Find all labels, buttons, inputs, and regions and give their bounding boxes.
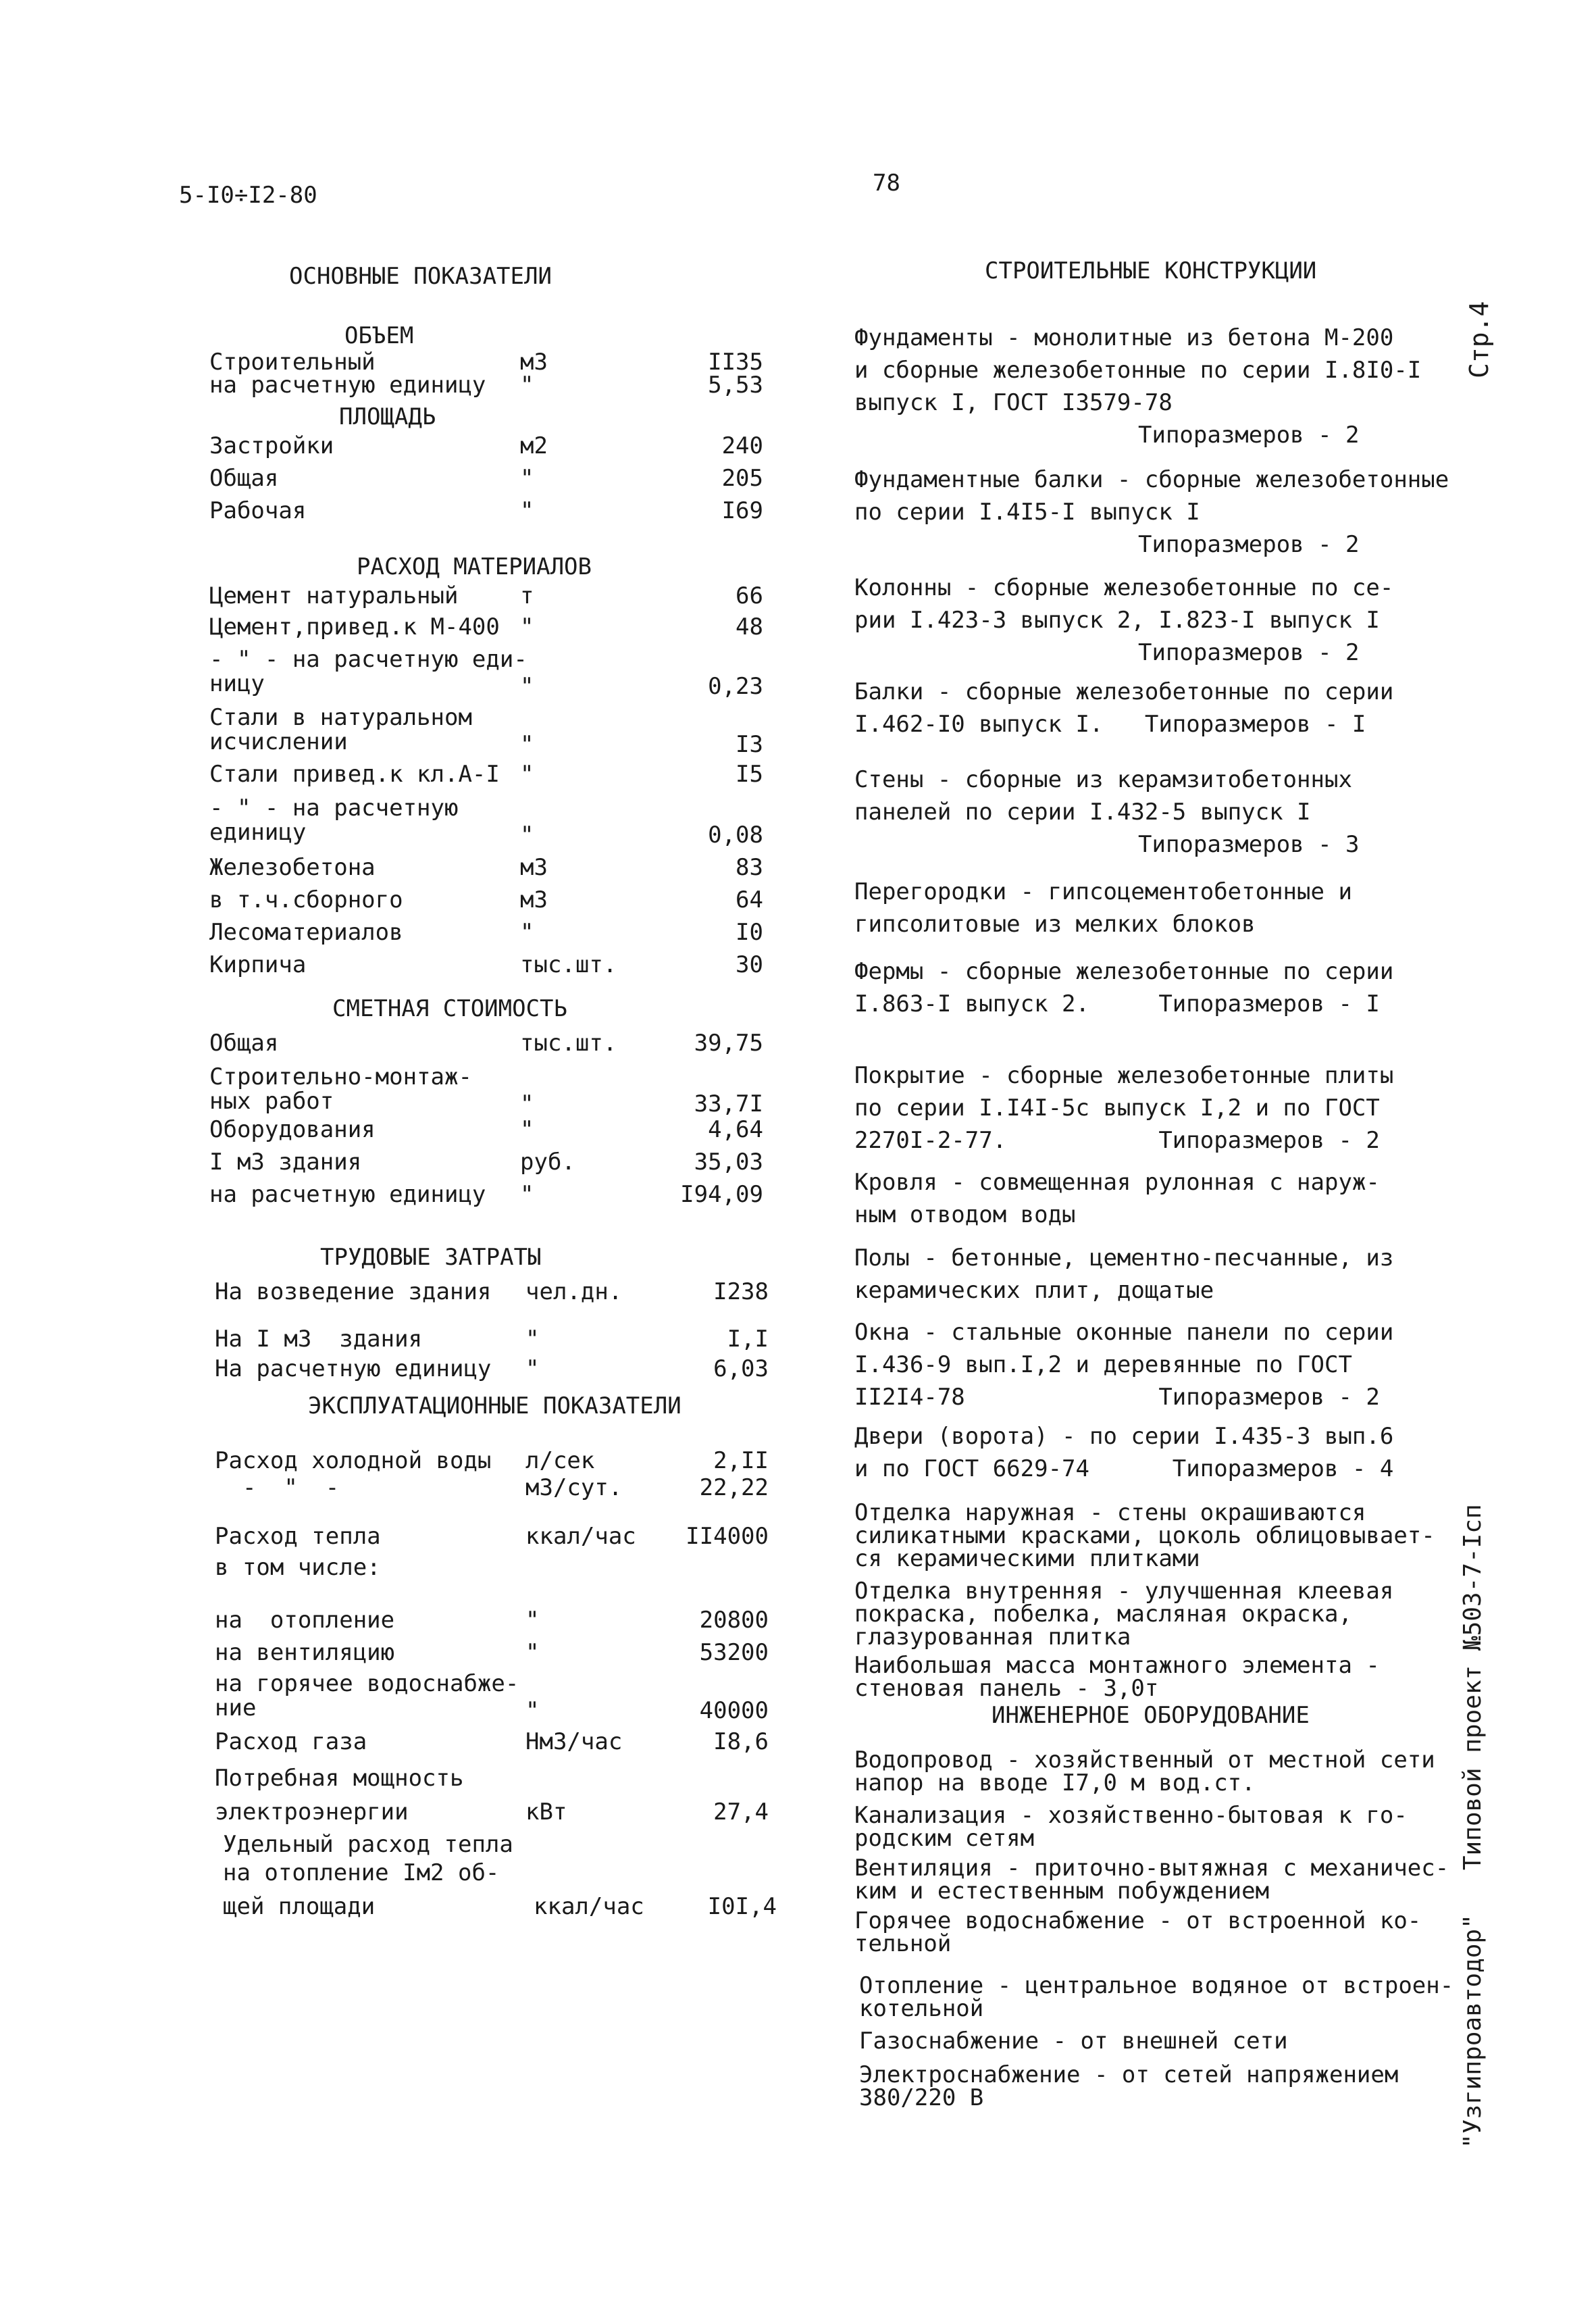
area-heading: ПЛОЩАДЬ xyxy=(339,403,436,430)
row-value: 205 xyxy=(721,465,763,492)
row-name: щей площади xyxy=(223,1893,376,1920)
table-row xyxy=(209,370,763,400)
row-name: Удельный расход тепла xyxy=(223,1831,513,1858)
item-line: Балки - сборные железобетонные по серии xyxy=(854,678,1394,705)
item-line: Отделка внутренняя - улучшенная клеевая xyxy=(854,1578,1394,1605)
list-item xyxy=(854,1746,1449,1796)
item-line: Электроснабжение - от сетей напряжением xyxy=(859,2061,1399,2088)
row-value: I238 xyxy=(713,1278,769,1305)
row-name: на отопление Iм2 об- xyxy=(223,1859,500,1886)
table-row xyxy=(209,705,763,759)
row-value: I8,6 xyxy=(713,1728,769,1755)
item-typesizes: Типоразмеров - 2 xyxy=(1138,422,1360,449)
item-line: котельной xyxy=(859,1995,984,2022)
item-typesizes: Типоразмеров - 2 xyxy=(1138,639,1360,666)
structures-title: СТРОИТЕЛЬНЫЕ КОНСТРУКЦИИ xyxy=(985,257,1317,284)
row-name: Строительно-монтаж- ных работ xyxy=(209,1063,472,1115)
table-row xyxy=(223,1892,777,1921)
item-line: Стены - сборные из керамзитобетонных xyxy=(854,766,1352,793)
row-name: в т.ч.сборного xyxy=(209,886,403,913)
table-row xyxy=(209,853,763,882)
row-name: - " - на расчетную единицу xyxy=(209,795,459,846)
row-name: Лесоматериалов xyxy=(209,919,403,946)
row-name: на вентиляцию xyxy=(215,1639,395,1666)
table-row xyxy=(209,581,763,611)
table-row xyxy=(215,1521,769,1551)
row-unit: " xyxy=(520,1181,534,1208)
row-name: Железобетона xyxy=(209,854,376,881)
table-row xyxy=(209,431,763,461)
row-unit: " xyxy=(520,673,534,700)
item-line: ным отводом воды xyxy=(854,1201,1076,1228)
item-line: Двери (ворота) - по серии I.435-3 вып.6 xyxy=(854,1423,1394,1450)
item-line: гипсолитовые из мелких блоков xyxy=(854,911,1256,938)
list-item xyxy=(854,955,1449,1020)
item-line: I.863-I выпуск 2. Типоразмеров - I xyxy=(854,990,1380,1017)
item-line: Окна - стальные оконные панели по серии xyxy=(854,1319,1394,1346)
table-row xyxy=(215,1763,769,1793)
item-line: Перегородки - гипсоцементобетонные и xyxy=(854,878,1352,905)
item-line: панелей по серии I.432-5 выпуск I xyxy=(854,799,1311,826)
volume-heading: ОБЪЕМ xyxy=(344,322,414,349)
row-value: I69 xyxy=(721,497,763,524)
row-unit: м3 xyxy=(520,886,548,913)
row-unit: т xyxy=(520,582,534,609)
list-item xyxy=(854,1316,1449,1413)
row-unit: " xyxy=(520,919,534,946)
table-row xyxy=(215,1797,769,1827)
row-value: 5,53 xyxy=(708,372,763,399)
row-unit: чел.дн. xyxy=(525,1278,623,1305)
item-line: Кровля - совмещенная рулонная с наруж- xyxy=(854,1169,1380,1196)
row-value: 66 xyxy=(736,582,763,609)
row-value: 0,23 xyxy=(708,673,763,700)
row-value: 39,75 xyxy=(694,1030,763,1057)
row-name: Общая xyxy=(209,1030,279,1057)
row-unit: кВт xyxy=(525,1799,567,1826)
list-item xyxy=(854,676,1449,740)
row-name: Расход холодной воды xyxy=(215,1447,492,1474)
row-value: 40000 xyxy=(699,1697,769,1724)
list-item xyxy=(854,1501,1449,1570)
item-line: Фундаментные балки - сборные железобетонные xyxy=(854,466,1449,493)
row-value: I0 xyxy=(736,919,763,946)
row-name: на горячее водоснабже- ние xyxy=(215,1670,519,1721)
item-line: Фундаменты - монолитные из бетона М-200 xyxy=(854,324,1394,351)
row-unit: м3 xyxy=(520,854,548,881)
table-row xyxy=(215,1638,769,1667)
table-row xyxy=(209,647,763,701)
row-name: Застройки xyxy=(209,432,334,459)
item-line: Газоснабжение - от внешней сети xyxy=(859,2028,1288,2055)
item-line: I.436-9 вып.I,2 и деревянные по ГОСТ xyxy=(854,1351,1352,1378)
item-line: и сборные железобетонные по серии I.8I0-I xyxy=(854,357,1422,384)
list-item xyxy=(854,1059,1449,1157)
item-line: напор на вводе I7,0 м вод.ст. xyxy=(854,1769,1256,1796)
row-value: II4000 xyxy=(686,1523,769,1550)
list-item xyxy=(859,1974,1453,2020)
row-name: на отопление xyxy=(215,1607,395,1634)
row-name: Цемент натуральный xyxy=(209,582,459,609)
project-label-vertical: "Узгипроавтодор" Типовой проект №503-7-Iсп xyxy=(1459,1504,1487,2148)
item-typesizes: Типоразмеров - 2 xyxy=(1138,531,1360,558)
list-item xyxy=(854,763,1449,861)
row-unit: " xyxy=(525,1355,540,1382)
row-value: 48 xyxy=(736,613,763,640)
table-row xyxy=(215,1277,769,1307)
table-row xyxy=(209,759,763,789)
item-line: по серии I.I4I-5с выпуск I,2 и по ГОСТ xyxy=(854,1095,1380,1122)
row-value: 27,4 xyxy=(713,1799,769,1826)
row-value: 33,7I xyxy=(694,1090,763,1117)
item-line: покраска, побелка, масляная окраска, xyxy=(854,1601,1352,1628)
table-row xyxy=(209,463,763,493)
row-name: I м3 здания xyxy=(209,1149,362,1176)
row-value: 6,03 xyxy=(713,1355,769,1382)
table-row xyxy=(215,1553,769,1582)
item-line: тельной xyxy=(854,1930,952,1957)
list-item xyxy=(854,1242,1449,1307)
item-typesizes: Типоразмеров - 3 xyxy=(1138,831,1360,858)
equipment-heading: ИНЖЕНЕРНОЕ ОБОРУДОВАНИЕ xyxy=(992,1702,1310,1729)
operation-heading: ЭКСПЛУАТАЦИОННЫЕ ПОКАЗАТЕЛИ xyxy=(308,1392,681,1419)
row-value: I,I xyxy=(727,1326,769,1353)
page-number: 78 xyxy=(873,170,900,197)
row-unit: " xyxy=(520,1090,534,1117)
row-name: На I м3 здания xyxy=(215,1326,423,1353)
row-value: I94,09 xyxy=(680,1181,763,1208)
row-name: на расчетную единицу xyxy=(209,1181,486,1208)
row-name: Общая xyxy=(209,465,279,492)
item-line: силикатными красками, цоколь облицовывает- xyxy=(854,1522,1435,1549)
item-line: Водопровод - хозяйственный от местной сети xyxy=(854,1746,1435,1774)
row-unit: руб. xyxy=(520,1149,575,1176)
table-row xyxy=(209,917,763,947)
row-value: 22,22 xyxy=(699,1474,769,1501)
row-unit: " xyxy=(525,1607,540,1634)
table-row xyxy=(209,1180,763,1209)
row-name: Цемент,привед.к М-400 xyxy=(209,613,500,640)
list-item xyxy=(854,876,1449,940)
list-item xyxy=(854,1857,1449,1903)
item-line: по серии I.4I5-I выпуск I xyxy=(854,499,1200,526)
row-unit: м2 xyxy=(520,432,548,459)
row-value: I5 xyxy=(736,761,763,788)
item-line: Отопление - центральное водяное от встроен- xyxy=(859,1972,1454,1999)
item-line: 2270I-2-77. Типоразмеров - 2 xyxy=(854,1127,1380,1154)
item-line: Фермы - сборные железобетонные по серии xyxy=(854,958,1394,985)
row-unit: ккал/час xyxy=(534,1893,644,1920)
row-unit: тыс.шт. xyxy=(520,1030,617,1057)
row-name: - " - xyxy=(215,1474,340,1501)
row-value: 240 xyxy=(721,432,763,459)
item-line: Вентиляция - приточно-вытяжная с механичес- xyxy=(854,1855,1449,1882)
table-row xyxy=(223,1830,777,1859)
row-name: На расчетную единицу xyxy=(215,1355,492,1382)
row-name: Оборудования xyxy=(209,1116,376,1143)
list-item xyxy=(859,2063,1453,2109)
table-row xyxy=(215,1727,769,1757)
row-unit: тыс.шт. xyxy=(520,951,617,978)
document-code: 5-I0÷I2-80 xyxy=(179,182,317,209)
page-label-vertical: Стр.4 xyxy=(1464,301,1494,378)
row-name: Потребная мощность xyxy=(215,1765,464,1792)
row-unit: Нм3/час xyxy=(525,1728,623,1755)
table-row xyxy=(209,950,763,980)
row-name: На возведение здания xyxy=(215,1278,492,1305)
row-value: 35,03 xyxy=(694,1149,763,1176)
list-item xyxy=(854,572,1449,669)
table-row xyxy=(209,885,763,915)
row-unit: м3/сут. xyxy=(525,1474,623,1501)
item-line: выпуск I, ГОСТ I3579-78 xyxy=(854,389,1173,416)
labor-heading: ТРУДОВЫЕ ЗАТРАТЫ xyxy=(320,1244,542,1271)
item-line: Канализация - хозяйственно-бытовая к го- xyxy=(854,1802,1408,1829)
item-line: ся керамическими плитками xyxy=(854,1545,1200,1572)
table-row xyxy=(215,1324,769,1354)
row-unit: " xyxy=(520,822,534,849)
table-row xyxy=(209,1028,763,1058)
item-line: Колонны - сборные железобетонные по се- xyxy=(854,574,1394,601)
row-value: 64 xyxy=(736,886,763,913)
row-name: электроэнергии xyxy=(215,1799,409,1826)
item-line: Покрытие - сборные железобетонные плиты xyxy=(854,1062,1394,1089)
item-line: I.462-I0 выпуск I. Типоразмеров - I xyxy=(854,711,1366,738)
row-unit: ккал/час xyxy=(525,1523,636,1550)
row-unit: " xyxy=(520,1116,534,1143)
row-name: Рабочая xyxy=(209,497,307,524)
item-line: ким и естественным побуждением xyxy=(854,1878,1270,1905)
materials-heading: РАСХОД МАТЕРИАЛОВ xyxy=(357,553,592,580)
item-line: Наибольшая масса монтажного элемента - xyxy=(854,1652,1380,1679)
item-line: Горячее водоснабжение - от встроенной ко- xyxy=(854,1907,1422,1934)
row-unit: м3 xyxy=(520,349,548,376)
row-value: 53200 xyxy=(699,1639,769,1666)
table-row xyxy=(215,1354,769,1384)
list-item xyxy=(854,1166,1449,1231)
row-name: Стали в натуральном исчислении xyxy=(209,704,472,755)
item-line: керамических плит, дощатые xyxy=(854,1277,1214,1304)
list-item xyxy=(854,1580,1449,1649)
row-unit: " xyxy=(520,372,534,399)
table-row xyxy=(215,1446,769,1476)
row-name: Расход газа xyxy=(215,1728,367,1755)
row-unit: " xyxy=(520,497,534,524)
item-line: глазурованная плитка xyxy=(854,1624,1131,1651)
row-value: 30 xyxy=(736,951,763,978)
item-line: родским сетям xyxy=(854,1825,1035,1852)
table-row xyxy=(215,1473,769,1503)
row-value: 2,II xyxy=(713,1447,769,1474)
item-line: Полы - бетонные, цементно-песчанные, из xyxy=(854,1244,1394,1272)
row-name: Строительный xyxy=(209,349,376,376)
list-item xyxy=(854,1909,1449,1955)
row-name: - " - на расчетную еди- ницу xyxy=(209,646,527,697)
row-unit: " xyxy=(520,731,534,758)
row-value: II35 xyxy=(708,349,763,376)
row-unit: л/сек xyxy=(525,1447,595,1474)
row-name: Кирпича xyxy=(209,951,307,978)
list-item xyxy=(859,2030,1453,2053)
table-row xyxy=(209,796,763,850)
row-name: Расход тепла xyxy=(215,1523,381,1550)
list-item xyxy=(854,1420,1449,1485)
row-unit: " xyxy=(525,1326,540,1353)
list-item xyxy=(854,1654,1449,1700)
row-unit: " xyxy=(525,1639,540,1666)
row-unit: " xyxy=(520,465,534,492)
row-unit: " xyxy=(520,613,534,640)
table-row xyxy=(209,1115,763,1145)
row-name: на расчетную единицу xyxy=(209,372,486,399)
cost-heading: СМЕТНАЯ СТОИМОСТЬ xyxy=(332,995,567,1022)
row-name: Стали привед.к кл.А-I xyxy=(209,761,500,788)
row-value: I3 xyxy=(736,731,763,758)
item-line: стеновая панель - 3,0т xyxy=(854,1675,1159,1702)
table-row xyxy=(209,612,763,642)
item-line: и по ГОСТ 6629-74 Типоразмеров - 4 xyxy=(854,1455,1394,1482)
list-item xyxy=(854,322,1449,451)
item-line: II2I4-78 Типоразмеров - 2 xyxy=(854,1384,1380,1411)
row-name: в том числе: xyxy=(215,1554,381,1581)
item-line: 380/220 В xyxy=(859,2084,984,2111)
row-value: 4,64 xyxy=(708,1116,763,1143)
row-value: 0,08 xyxy=(708,822,763,849)
item-line: Отделка наружная - стены окрашиваются xyxy=(854,1499,1366,1526)
main-indicators-title: ОСНОВНЫЕ ПОКАЗАТЕЛИ xyxy=(289,263,552,290)
table-row xyxy=(215,1605,769,1635)
table-row xyxy=(209,1065,763,1119)
list-item xyxy=(854,1804,1449,1850)
table-row xyxy=(209,496,763,526)
table-row xyxy=(209,1147,763,1177)
table-row xyxy=(215,1671,769,1726)
row-value: 83 xyxy=(736,854,763,881)
table-row xyxy=(223,1858,777,1888)
row-unit: " xyxy=(520,761,534,788)
row-unit: " xyxy=(525,1697,540,1724)
list-item xyxy=(854,463,1449,561)
row-value: I0I,4 xyxy=(707,1893,777,1920)
row-value: 20800 xyxy=(699,1607,769,1634)
item-line: рии I.423-3 выпуск 2, I.823-I выпуск I xyxy=(854,607,1380,634)
